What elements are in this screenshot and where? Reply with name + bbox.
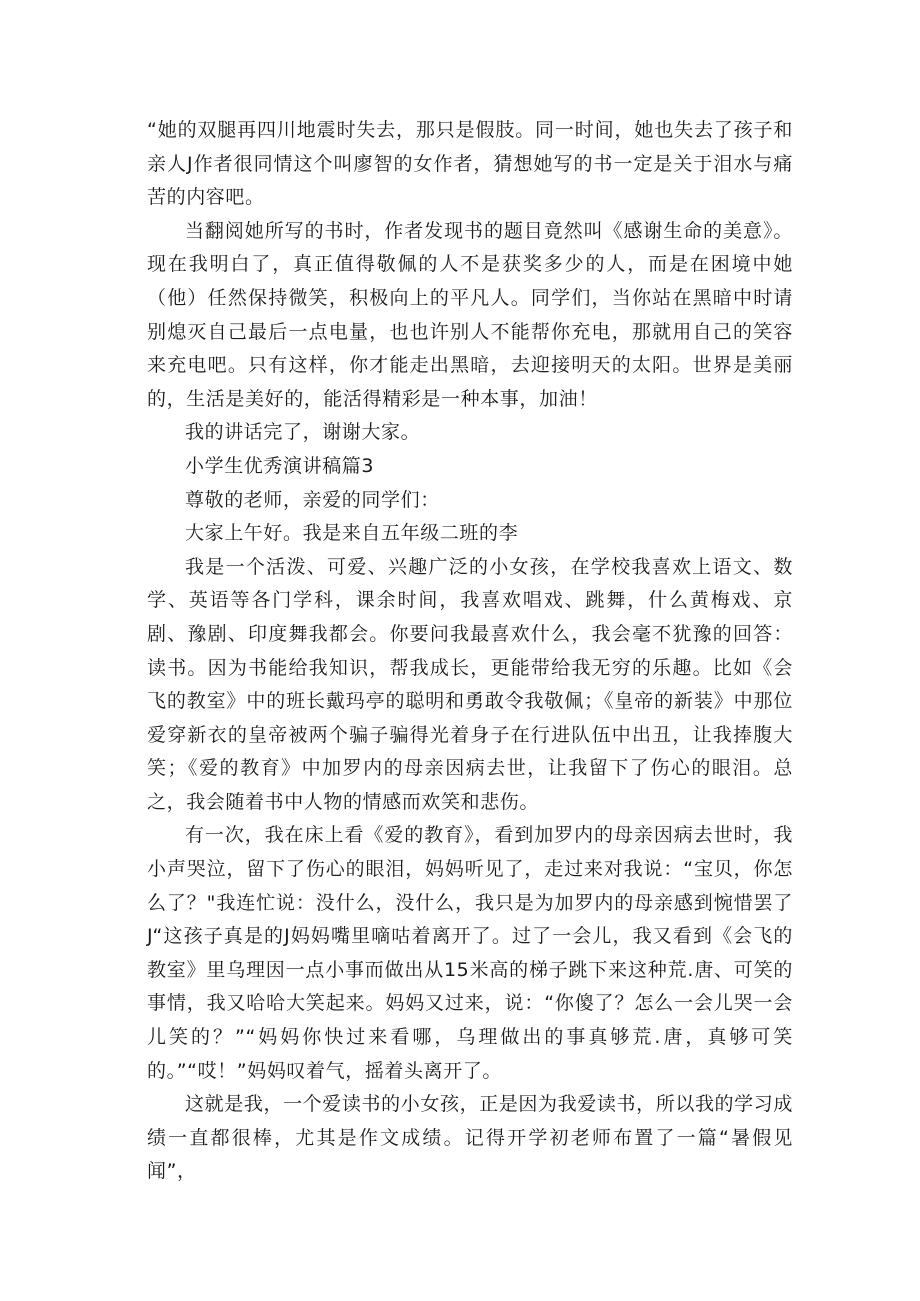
paragraph-1: “她的双腿再四川地震时失去，那只是假肢。同一时间，她也失去了孩子和亲人J作者很同情这个叫廖智的女作者，猜想她写的书一定是关于泪水与痛苦的内容吧。 <box>147 119 793 209</box>
paragraph-3: 我的讲话完了，谢谢大家。 <box>185 421 421 444</box>
paragraph-2: 当翻阅她所写的书时，作者发现书的题目竟然叫《感谢生命的美意》。现在我明白了，真正值得敬佩的人不是获奖多少的人，而是在困境中她（他）任然保持微笑，积极向上的平凡人。同学们，当你站在黑暗中时请别熄灭自己最后一点电量，也也许别人不能帮你充电，那就用自己的笑容来充电吧。只有这样，你才能走出黑暗，去迎接明天的太阳。世界是美丽的，生活是美好的，能活得精彩是一种本事，加油！ <box>147 219 793 410</box>
salutation: 尊敬的老师，亲爱的同学们： <box>185 488 440 511</box>
section-heading: 小学生优秀演讲稿篇3 <box>185 454 375 477</box>
greeting: 大家上午好。我是来自五年级二班的李 <box>185 522 519 545</box>
paragraph-8: 有一次，我在床上看《爱的教育》，看到加罗内的母亲因病去世时，我小声哭泣，留下了伤心的眼泪，妈妈听见了，走过来对我说：“宝贝，你怎么了？"我连忙说：没什么，没什么，我只是为加罗内的母亲感到惋惜罢了J“这孩子真是的J妈妈嘴里嘀咕着离开了。过了一会儿，我又看到《会飞的教室》里乌理因一点小事而做出从15米高的梯子跳下来这种荒.唐、可笑的事情，我又哈哈大笑起来。妈妈又过来，说：“你傻了？怎么一会儿哭一会儿笑的？”“妈妈你快过来看哪，乌理做出的事真够荒.唐，真够可笑的。”“哎！”妈妈叹着气，摇着头离开了。 <box>147 824 793 1082</box>
document-body <box>147 114 793 1189</box>
paragraph-7: 我是一个活泼、可爱、兴趣广泛的小女孩，在学校我喜欢上语文、数学、英语等各门学科，课余时间，我喜欢唱戏、跳舞，什么黄梅戏、京剧、豫剧、印度舞我都会。你要问我最喜欢什么，我会毫不犹豫的回答：读书。因为书能给我知识，帮我成长，更能带给我无穷的乐趣。比如《会飞的教室》中的班长戴玛亭的聪明和勇敢令我敬佩；《皇帝的新装》中那位爱穿新衣的皇帝被两个骗子骗得光着身子在行进队伍中出丑，让我捧腹大笑；《爱的教育》中加罗内的母亲因病去世，让我留下了伤心的眼泪。总之，我会随着书中人物的情感而欢笑和悲伤。 <box>147 555 793 813</box>
paragraph-9: 这就是我，一个爱读书的小女孩，正是因为我爱读书，所以我的学习成绩一直都很棒，尤其是作文成绩。记得开学初老师布置了一篇“暑假见闻”， <box>147 1093 793 1183</box>
